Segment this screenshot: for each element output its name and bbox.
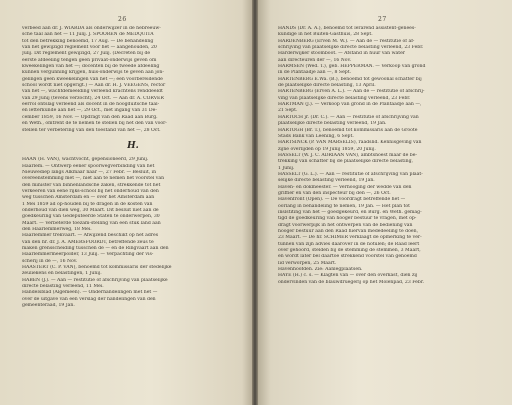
text-line: HABEN (J.). — Aan — restitutie of afschrijving van plaatselijke — [22, 277, 168, 283]
text-line: dragt voorwerpijk in het ontwerpen van de bediening van — [278, 222, 413, 228]
text-line: zeuliekens en belastingen, 1 Junij. — [22, 271, 102, 277]
text-line: HARMSEN (Wed. T.), geb. HEPPERMAN. — Verkoop van grond — [278, 64, 426, 70]
text-line: Harderwijker stoomboot. — Afstand in huur van water — [278, 51, 406, 57]
text-line: 1 Mei 1859 ad op-houden bij te dragen in de kosten van — [22, 201, 153, 207]
text-line: van het —, wachtdemeelding verleend krachtens renddeeldt — [22, 89, 163, 95]
text-line: scherij in de —, 16 Nov. — [22, 258, 78, 264]
text-line: kunnen vergunning krijgen, huis-onderwijs te geven aan jon- — [22, 70, 164, 76]
left-bottom-block — [22, 157, 244, 309]
right-block — [278, 26, 502, 286]
text-line: gelingen geen kweekelingen van het —; een voorbereidende — [22, 76, 163, 82]
text-line: en letterkunde aan het —, 29 Oct., met ingang van 31 De- — [22, 108, 157, 114]
text-line: in de Plantaadje aan —, 8 Sept. — [278, 70, 352, 76]
text-line: Maart. — Verbeterde toezam-stelling van een stuk land aan — [22, 220, 161, 226]
text-line: over gehoord, stelden bij de stemming de stemmen, 3 Maart, — [278, 248, 421, 254]
text-line: kweekelingen van het —; docenten bij de tweede afdeeling — [22, 64, 160, 70]
text-line: Haarlemmermeerpolder, 13 Julij. — Verpachting der vis- — [22, 252, 154, 258]
text-line: HARTENBERG E.Wa. (B.), benoemd tot gewoonal schatter bij — [278, 76, 422, 82]
text-line: ving van plaatselijke directe belasting verleend, 23 Febr. — [278, 95, 411, 101]
text-line: de plaatselijke directe belasting, 13 April. — [278, 83, 376, 89]
text-line: HARTOCH jr. (Dr. C.). — Aan — restitutie of afschrijving van — [278, 114, 419, 120]
text-line: HASSELT (W. J. C. ADRIAAN VAN), ambtshoest maar de be- — [278, 152, 418, 158]
text-line: gemeenteraad, 19 Jan. — [22, 303, 75, 309]
text-line: sche taal aan het — 11 Julij. J. SPOOREN de MEDQUITA — [22, 32, 154, 38]
text-line: Nieuwediep langs Alkmaar naar —, 27 Febr. — Besluit, in — [22, 169, 157, 175]
text-line: 23 Maart. — De hr. SCHIMER verklaagt de opmerking te ver- — [278, 235, 422, 241]
text-line: plaatselijke directe belasting verleend, 19 Jan. — [278, 121, 387, 127]
text-line: Stads Bank van Leening, 6 Sept. — [278, 133, 354, 139]
text-line: 1 Junij. — [278, 165, 295, 171]
text-line: Julij. Dit reglement gewijzigd, 27 Julij. (Decreten bij de — [22, 51, 151, 57]
text-line: den Haarlemmerweg, 18 Mei. — [22, 226, 92, 232]
text-line: den minister van binnenlandsche zaken, strekkende tot het — [22, 182, 161, 188]
text-line: en Weth., omtrent de te nemen te stellen bij het den van voor- — [22, 121, 167, 127]
text-line: weg tusschen Amsterdam en — over het Amsterdam aan — [22, 195, 155, 201]
text-line: 21 Sept. — [278, 108, 298, 114]
text-line: over de uitgave van een verslag der handelingen van den — [22, 296, 156, 302]
text-line: eerste afdeeling tengen geen privaat-onderwijs geven om — [22, 57, 157, 63]
text-line: Handelsblad (Algemeen). — Onderhandelingen met het — — [22, 290, 158, 296]
text-line: HARTSINCK (P. VAN MARSELIS), raadslid. Kennisgeving van — [278, 140, 422, 146]
text-line: Havenfront (Open). — De voordragt betreffende het — — [278, 197, 406, 203]
left-page — [0, 0, 252, 405]
right-page-number: 27 — [378, 16, 387, 23]
left-top-block — [22, 26, 244, 134]
text-line: HANDS (Dr. A. A.), benoemd tot lerarend assistent-genees- — [278, 26, 416, 31]
text-line: kundige in het Buiten-Gasthuis, 28 Sept. — [278, 32, 373, 38]
text-line: zijne overlijden op 19 Junij 1859, 20 Junij. — [278, 146, 376, 152]
text-line: griffier en van den inspecteur bij den —, 26 Oct. — [278, 190, 391, 196]
text-line: aan directeuren der —, 16 Nov. — [278, 57, 352, 63]
text-line: en wordt later bel daartoe strekkend voorstel van genoemd — [278, 254, 417, 260]
text-line: HASSELT (G. L.). — Aan — restitutie of afschrijving van plaat- — [278, 171, 423, 177]
text-line: van 29 Junij (tevens verzocht), 24 Oct. — Aan dr. A. CORVER — [22, 95, 164, 101]
text-line: tigd de goedkeuring van hooger bestuur te vragen, met op- — [278, 216, 417, 222]
right-page — [258, 0, 512, 405]
text-line: HAYE (H.) c. s. — Klagten van — over den overkast, dien zij — [278, 273, 418, 279]
text-line: onderhoud van dien weg, 30 Maart. Dit besluit niet aan de — [22, 207, 159, 213]
text-line: van den hr. dr. J. A. AMERSFOORDT, betreffende zeus te — [22, 239, 154, 245]
text-line: HARDENBERG (Erven M. W.). — Aan de — restitutie of af- — [278, 38, 415, 44]
text-line: cember 1859, 16 Nov. — Opdragt van den Raad aan Burg. — [22, 114, 158, 120]
text-line: schrijving van plaatselijke directe belasting verleend, 23 Febr. — [278, 45, 424, 51]
section-heading: H. — [127, 140, 139, 151]
text-line: Haarlem. — Ontwerp eener spoorwegverbinding van het — [22, 163, 155, 169]
text-line: lid verworpen, 25 Maart. — [278, 260, 337, 266]
text-line: school wordt niet opgerigt.) — Aan dr. H. J. VEEGENS, rector — [22, 83, 166, 89]
text-line: HARTOGH (Br. T.), benoemd tot kommissaris aan de Groote — [278, 127, 418, 133]
text-line: eerrol ontslag verleend als docent in de hoogduitsche taal- — [22, 102, 160, 108]
text-line: trekking van schatter bij de plaatselijke directe belasting, — [278, 159, 413, 165]
text-line: tunnen van zijn advies daarover in de notulen; de Raad leert — [278, 241, 420, 247]
text-line: Haarlemmer trekvaart. — Afwijzend beschikt op het adres — [22, 233, 159, 239]
text-line: selijke directe belasting verleend, 19 Jan. — [278, 178, 375, 184]
text-line: tot den betrekking benoemd, 17 Aug. — De behandeling — [22, 38, 154, 44]
text-line: HAASTERT (C. P. VAN), benoemd tot kommissaris der stedelijke — [22, 265, 172, 271]
text-line: overeenstemming met —, niet aan te nemen het voorstel van — [22, 176, 165, 182]
left-page-number: 26 — [118, 16, 127, 23]
text-line: goedkeuring van Gedeputeerde Staten te onderwerpen, 30 — [22, 214, 160, 220]
text-line: oorlang in behandeling te nemen, 19 Jan. — Het plan tot — [278, 203, 410, 209]
left-page-text — [22, 26, 244, 309]
text-line: inslstiting van het — goedgekeurd, en Burg. en Weth. gemag- — [278, 209, 422, 215]
text-line: verkeeren van eene rijks-school bij het onderhoud van den — [22, 188, 159, 194]
text-line: ondervinden van de blauwdruegerij op het Molenpad, 23 Febr. — [278, 279, 424, 285]
text-line: HARTMAN (J.). — Verkoop van grond in de Plantaadje aan —, — [278, 102, 422, 108]
text-line: Haven- en dokmeester. — Verhooging der wedde van den — [278, 184, 412, 190]
text-line: HARTENBERG (Erven A. L.). — Aan de — restitutie of afschrij- — [278, 89, 425, 95]
text-line: verbeed aan dr. J. WIARDA als onderwijzer in de hebreeuw- — [22, 26, 161, 31]
text-line: directe belasting verleend, 11 Mei. — [22, 284, 104, 290]
text-line: hooger bestuur aan den Raad hiervan mededeeling te doen, — [278, 229, 419, 234]
text-line: maken grensscheiding tusschen de — en de Ringvaart aan den — [22, 246, 169, 251]
text-line: Havenhoofden. Zie: Aanlegplaatsen. — [278, 267, 363, 273]
text-line: stellen ter verbetering van den toestand van het —, 28 Oct. — [22, 127, 161, 133]
text-line: HAAN (H. VAN), wachtvocht, gepensioneerd, 29 Junij. — [22, 157, 149, 163]
text-line: van het gewijzigd reglement voor het — aangehouden, 20 — [22, 45, 157, 51]
right-page-text — [278, 26, 502, 286]
